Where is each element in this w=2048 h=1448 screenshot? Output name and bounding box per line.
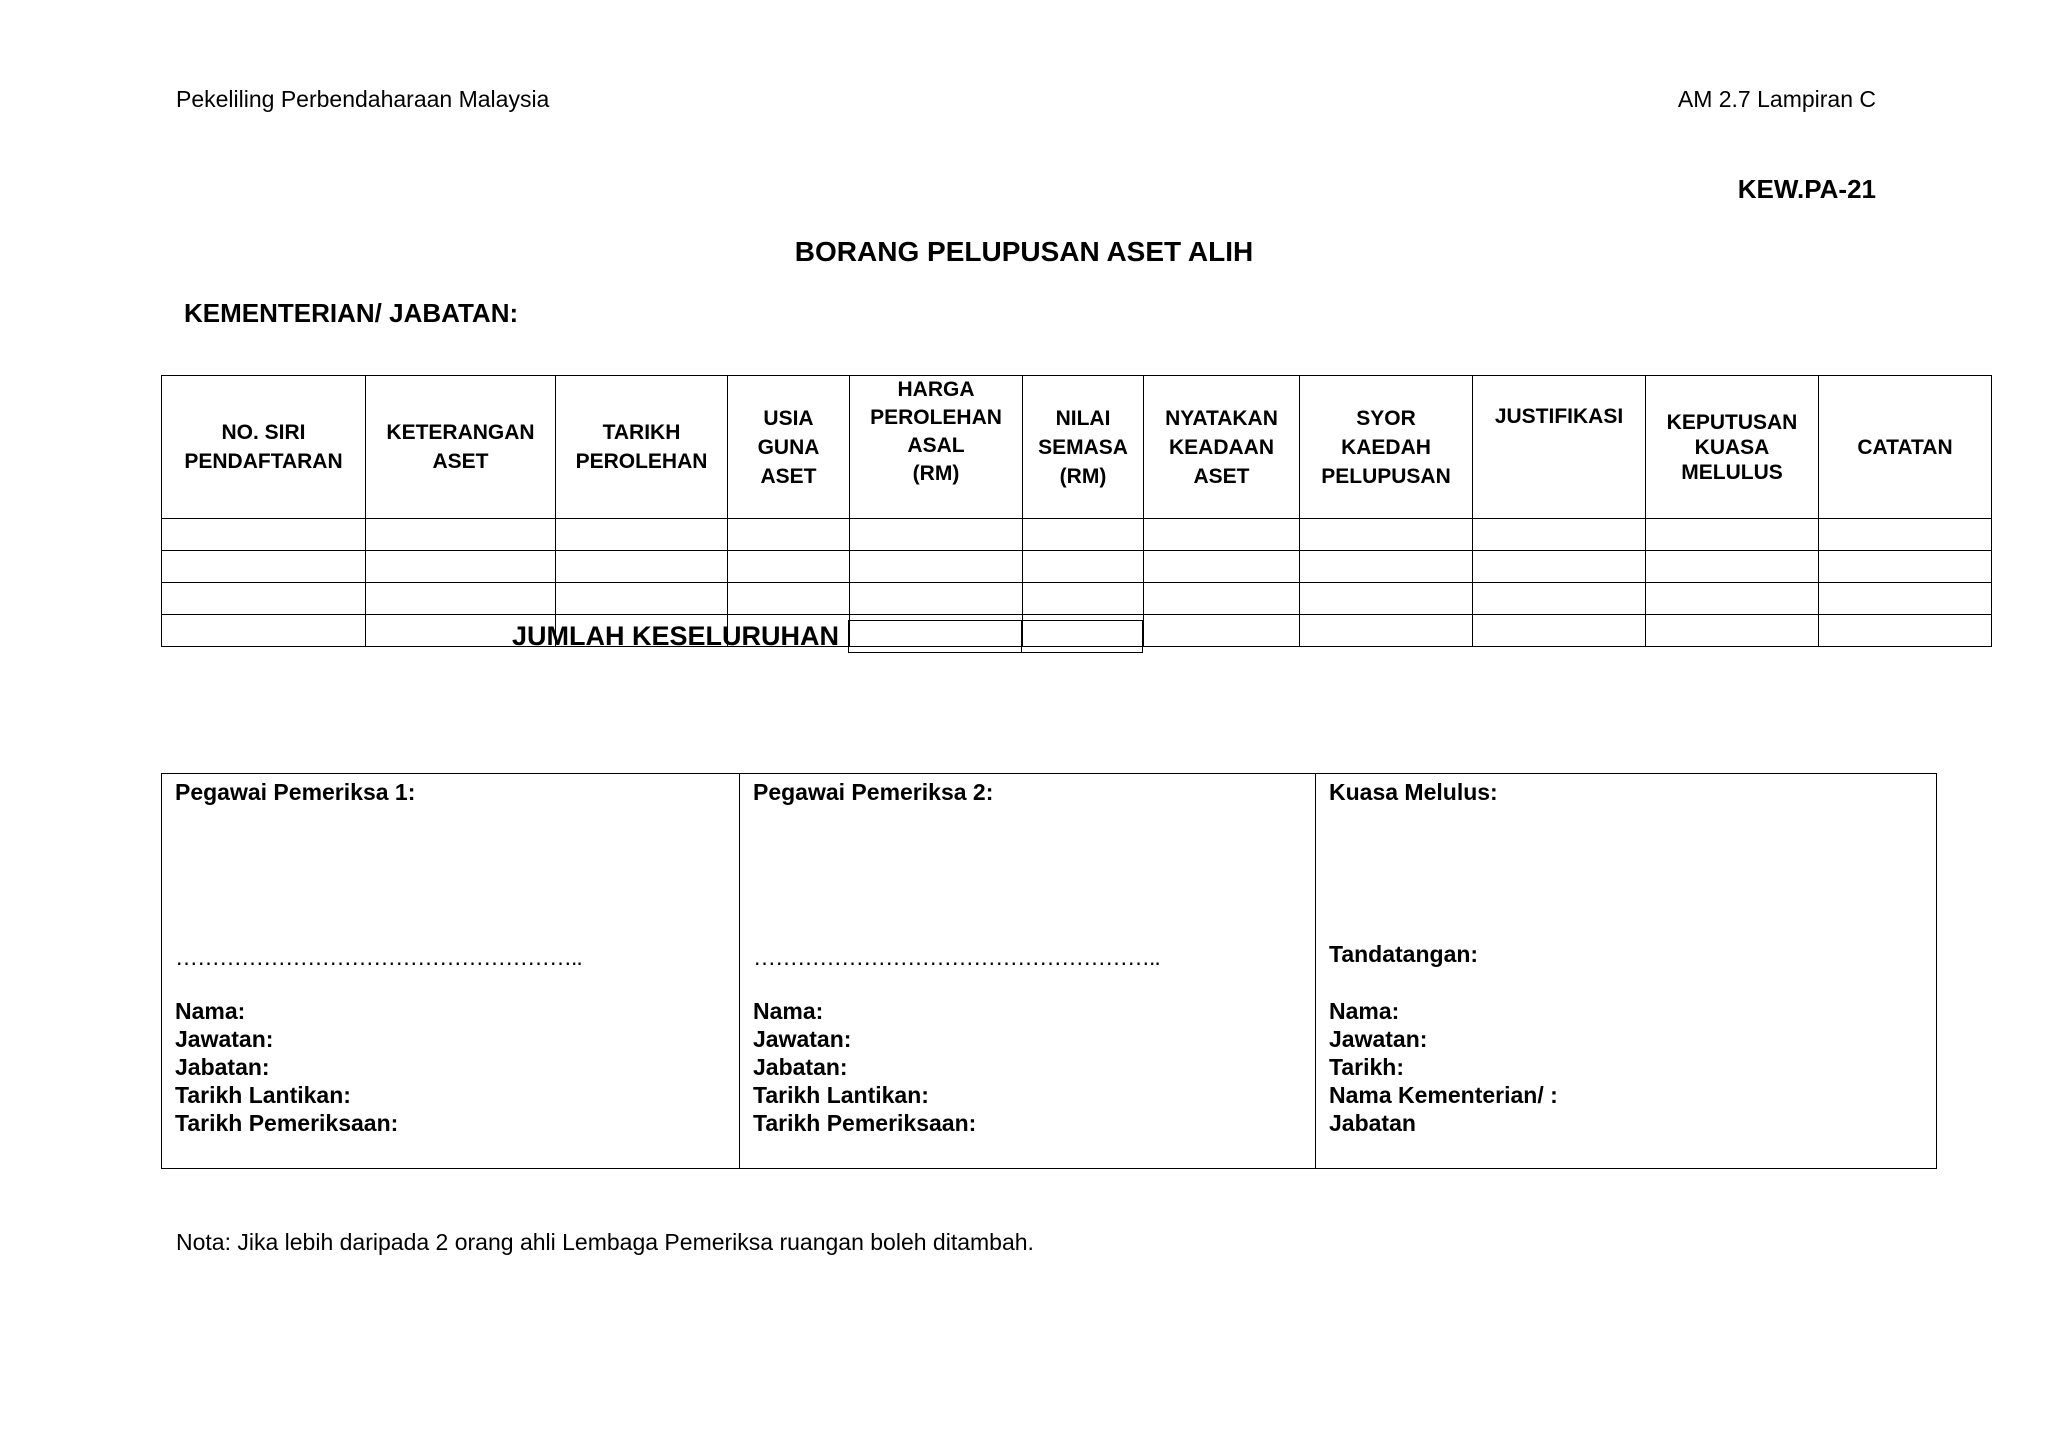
header-line: SEMASA	[1038, 435, 1128, 459]
table-cell[interactable]	[1023, 551, 1144, 583]
header-line: NO. SIRI	[221, 421, 306, 444]
table-row	[849, 621, 1143, 653]
column-header-harga	[850, 376, 1023, 519]
header-line: (RM)	[1059, 464, 1107, 488]
table-cell[interactable]	[1819, 551, 1992, 583]
table-cell[interactable]	[1646, 583, 1819, 615]
approver-fields	[1329, 997, 1558, 1137]
header-line: ASET	[1193, 464, 1250, 488]
header-line: MELULUS	[1681, 460, 1783, 484]
table-cell[interactable]	[850, 551, 1023, 583]
approver-signature-label: Tandatangan:	[1329, 941, 1479, 967]
column-header-tarikh	[556, 376, 728, 519]
table-header-row	[162, 376, 1992, 519]
officer-1-signature-line[interactable]: ………………………………………………..	[175, 944, 582, 970]
table-cell[interactable]	[1300, 519, 1473, 551]
table-row	[162, 519, 1992, 551]
table-cell[interactable]	[1144, 519, 1300, 551]
form-title: BORANG PELUPUSAN ASET ALIH	[794, 236, 1254, 267]
header-line: PENDAFTARAN	[184, 450, 343, 473]
header-line: PELUPUSAN	[1321, 464, 1451, 488]
table-cell[interactable]	[556, 551, 728, 583]
header-line: KETERANGAN	[386, 421, 535, 444]
table-cell[interactable]	[1473, 583, 1646, 615]
table-cell[interactable]	[162, 615, 366, 647]
header-line: PEROLEHAN	[575, 450, 708, 473]
field-label: Nama:	[175, 998, 246, 1024]
table-cell[interactable]	[366, 551, 556, 583]
footnote: Nota: Jika lebih daripada 2 orang ahli Lembaga Pemeriksa ruangan boleh ditambah.	[176, 1229, 1034, 1255]
officer-1-panel	[162, 774, 739, 1168]
table-cell[interactable]	[1646, 551, 1819, 583]
header-line: KUASA	[1694, 435, 1770, 459]
field-label: Jawatan:	[175, 1026, 274, 1052]
field-label: Tarikh Lantikan:	[175, 1082, 351, 1108]
table-cell[interactable]	[162, 583, 366, 615]
field-label: Jabatan:	[175, 1054, 270, 1080]
approver-panel	[1315, 774, 1936, 1168]
grand-total-label: JUMLAH KESELURUHAN	[512, 621, 840, 651]
header-line: USIA	[763, 406, 814, 430]
table-cell[interactable]	[1144, 583, 1300, 615]
table-cell[interactable]	[162, 551, 366, 583]
header-line: KEADAAN	[1169, 435, 1274, 459]
header-line: NILAI	[1055, 406, 1111, 430]
table-cell[interactable]	[1646, 615, 1819, 647]
circular-reference: Pekeliling Perbendaharaan Malaysia	[176, 86, 550, 112]
field-label: Nama:	[753, 998, 824, 1024]
table-cell[interactable]	[850, 583, 1023, 615]
column-header-keadaan	[1144, 376, 1300, 519]
field-label: Jabatan:	[753, 1054, 848, 1080]
table-row	[162, 583, 1992, 615]
field-label: Nama:	[1329, 998, 1400, 1024]
table-cell[interactable]	[1646, 519, 1819, 551]
header-line: KAEDAH	[1341, 435, 1431, 459]
table-cell[interactable]	[1473, 551, 1646, 583]
table-cell[interactable]	[162, 519, 366, 551]
table-row	[162, 551, 1992, 583]
field-label: Jawatan:	[1329, 1026, 1428, 1052]
column-header-kaedah	[1300, 376, 1473, 519]
field-label: Jawatan:	[753, 1026, 852, 1052]
header-line: JUSTIFIKASI	[1494, 405, 1624, 428]
field-label: Tarikh Lantikan:	[753, 1082, 929, 1108]
table-cell[interactable]	[728, 583, 850, 615]
table-cell[interactable]	[1023, 519, 1144, 551]
table-cell[interactable]	[1819, 519, 1992, 551]
header-line: (RM)	[912, 462, 960, 485]
table-cell[interactable]	[366, 583, 556, 615]
approver-title: Kuasa Melulus:	[1329, 779, 1498, 805]
column-header-keputusan	[1646, 376, 1819, 519]
header-line: TARIKH	[602, 421, 681, 444]
officer-1-title: Pegawai Pemeriksa 1:	[175, 779, 416, 805]
table-cell[interactable]	[850, 519, 1023, 551]
column-header-usia	[728, 376, 850, 519]
officer-2-panel	[739, 774, 1315, 1168]
officer-2-signature-line[interactable]: ………………………………………………..	[753, 944, 1160, 970]
header-line: PEROLEHAN	[870, 406, 1002, 429]
ministry-department-label: KEMENTERIAN/ JABATAN:	[184, 298, 519, 328]
header-line: KEPUTUSAN	[1666, 410, 1798, 434]
header-line: GUNA	[757, 435, 820, 459]
column-header-keterangan	[366, 376, 556, 519]
header-line: HARGA	[897, 378, 975, 401]
table-cell[interactable]	[366, 519, 556, 551]
header-line: ASET	[432, 450, 489, 473]
asset-disposal-table	[161, 375, 1992, 647]
table-cell[interactable]	[1300, 583, 1473, 615]
header-line: ASET	[760, 464, 817, 488]
table-cell[interactable]	[1300, 615, 1473, 647]
field-label: Nama Kementerian/ :	[1329, 1082, 1558, 1108]
table-cell[interactable]	[556, 583, 728, 615]
table-cell[interactable]	[1300, 551, 1473, 583]
field-label: Jabatan	[1329, 1110, 1416, 1136]
column-header-no-siri	[162, 376, 366, 519]
form-code: KEW.PA-21	[1737, 174, 1876, 204]
header-line: CATATAN	[1857, 435, 1953, 459]
table-cell[interactable]	[1144, 551, 1300, 583]
table-cell[interactable]	[1819, 615, 1992, 647]
header-line: NYATAKAN	[1165, 406, 1278, 430]
officer-2-title: Pegawai Pemeriksa 2:	[753, 779, 994, 805]
table-cell[interactable]	[728, 519, 850, 551]
header-line: ASAL	[907, 434, 965, 457]
field-label: Tarikh Pemeriksaan:	[753, 1110, 977, 1136]
total-harga-perolehan-cell[interactable]	[849, 621, 1022, 653]
field-label: Tarikh:	[1329, 1054, 1404, 1080]
field-label: Tarikh Pemeriksaan:	[175, 1110, 399, 1136]
column-header-justifikasi	[1473, 376, 1646, 519]
column-header-nilai	[1023, 376, 1144, 519]
header-line: SYOR	[1356, 406, 1416, 430]
table-cell[interactable]	[728, 551, 850, 583]
officer-2-fields	[753, 997, 976, 1137]
table-cell[interactable]	[1023, 583, 1144, 615]
table-cell[interactable]	[1473, 615, 1646, 647]
total-nilai-semasa-cell[interactable]	[1022, 621, 1143, 653]
table-cell[interactable]	[1144, 615, 1300, 647]
table-cell[interactable]	[556, 519, 728, 551]
officer-1-fields	[175, 997, 398, 1137]
grand-total-cells	[848, 620, 1143, 653]
table-cell[interactable]	[1819, 583, 1992, 615]
table-cell[interactable]	[1473, 519, 1646, 551]
signature-section	[161, 773, 1937, 1169]
appendix-reference: AM 2.7 Lampiran C	[1677, 86, 1876, 112]
column-header-catatan	[1819, 376, 1992, 519]
